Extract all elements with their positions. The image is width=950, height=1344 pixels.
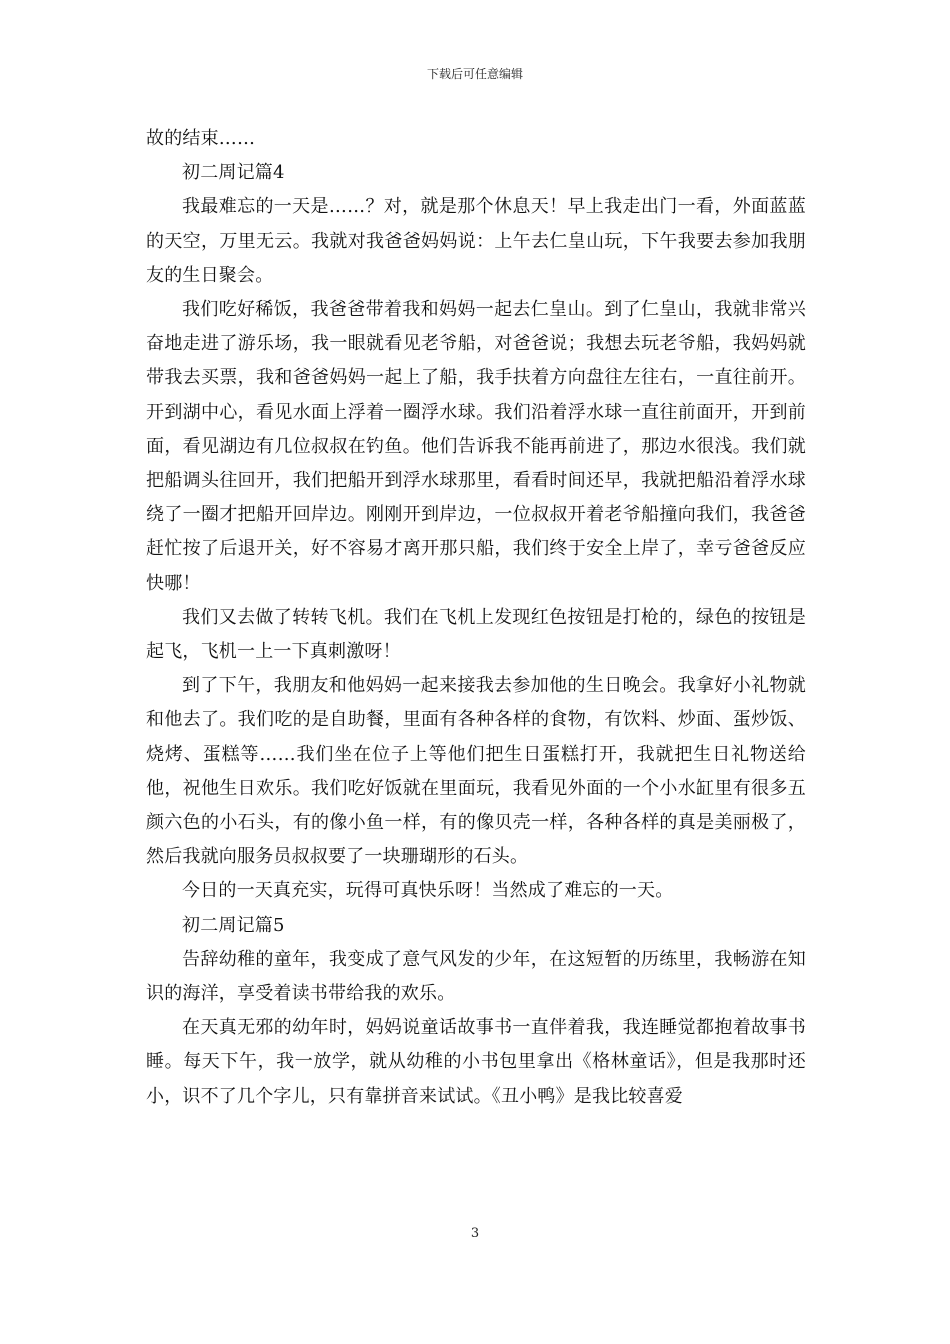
paragraph: 我们又去做了转转飞机。我们在飞机上发现红色按钮是打枪的，绿色的按钮是起飞，飞机一上一下真刺激呀！ (146, 606, 806, 663)
document-body (146, 122, 806, 1114)
paragraph: 我们吃好稀饭，我爸爸带着我和妈妈一起去仁皇山。到了仁皇山，我就非常兴奋地走进了游乐场，我一眼就看见老爷船，对爸爸说；我想去玩老爷船，我妈妈就带我去买票，我和爸爸妈妈一起上了船，我手扶着方向盘往左往右，一直往前开。开到湖中心，看见水面上浮着一圈浮水球。我们沿着浮水球一直往前面开，开到前面，看见湖边有几位叔叔在钓鱼。他们告诉我不能再前进了，那边水很浅。我们就把船调头往回开，我们把船开到浮水球那里，看看时间还早，我就把船沿着浮水球绕了一圈才把船开回岸边。刚刚开到岸边，一位叔叔开着老爷船撞向我们，我爸爸赶忙按了后退开关，好不容易才离开那只船，我们终于安全上岸了，幸亏爸爸反应快哪！ (146, 299, 806, 594)
paragraph: 告辞幼稚的童年，我变成了意气风发的少年，在这短暂的历练里，我畅游在知识的海洋，享受着读书带给我的欢乐。 (146, 948, 806, 1005)
paragraph-continuation: 故的结束…… (146, 128, 256, 149)
paragraph: 我最难忘的一天是……？对，就是那个休息天！早上我走出门一看，外面蓝蓝的天空，万里无云。我就对我爸爸妈妈说：上午去仁皇山玩，下午我要去参加我朋友的生日聚会。 (146, 196, 806, 286)
section-heading-4: 初二周记篇4 (182, 162, 285, 184)
section-heading-5: 初二周记篇5 (182, 914, 285, 936)
paragraph: 在天真无邪的幼年时，妈妈说童话故事书一直伴着我，我连睡觉都抱着故事书睡。每天下午，我一放学，就从幼稚的小书包里拿出《格林童话》，但是我那时还小，识不了几个字儿，只有靠拼音来试试。《丑小鸭》是我比较喜爱 (146, 1017, 806, 1107)
paragraph: 今日的一天真充实，玩得可真快乐呀！当然成了难忘的一天。 (182, 880, 674, 902)
page-number: 3 (470, 1226, 480, 1241)
paragraph: 到了下午，我朋友和他妈妈一起来接我去参加他的生日晚会。我拿好小礼物就和他去了。我们吃的是自助餐，里面有各种各样的食物，有饮料、炒面、蛋炒饭、烧烤、蛋糕等……我们坐在位子上等他们把生日蛋糕打开，我就把生日礼物送给他，祝他生日欢乐。我们吃好饭就在里面玩，我看见外面的一个小水缸里有很多五颜六色的小石头，有的像小鱼一样，有的像贝壳一样，各种各样的真是美丽极了，然后我就向服务员叔叔要了一块珊瑚形的石头。 (146, 675, 806, 868)
page-header: 下载后可任意编辑 (426, 67, 523, 81)
